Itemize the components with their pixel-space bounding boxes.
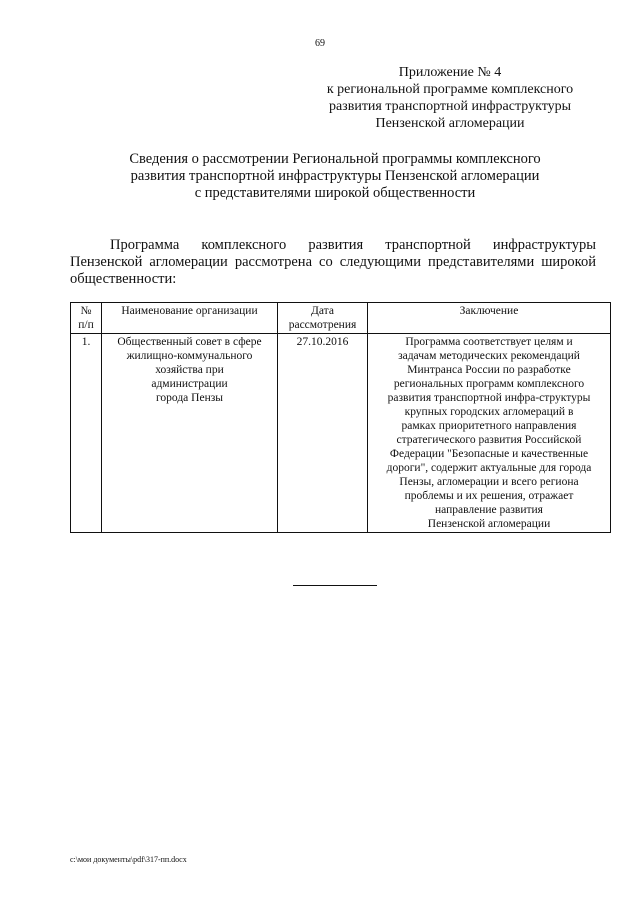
header-conclusion: Заключение: [368, 303, 611, 334]
table-row: [71, 334, 611, 533]
title-line: развития транспортной инфраструктуры Пензенской агломерации: [130, 168, 540, 184]
conclusion-line: дороги", содержит актуальные для города: [386, 462, 592, 474]
header-date-line: Дата: [311, 305, 334, 317]
appendix-line: к региональной программе комплексного: [326, 82, 574, 97]
org-line: жилищно-коммунального: [126, 350, 253, 362]
conclusion-line: Пензенской агломерации: [427, 518, 551, 530]
title-line: Сведения о рассмотрении Региональной программы комплексного: [129, 151, 541, 167]
conclusion-line: Федерации "Безопасные и качественные: [389, 448, 589, 460]
cell-conclusion: [368, 334, 611, 533]
table-header-row: [71, 303, 611, 334]
conclusion-line: задачам методических рекомендаций: [398, 350, 580, 362]
conclusion-line: стратегического развития Российской: [396, 434, 582, 446]
organizations-table: [70, 302, 611, 533]
conclusion-line: крупных городских агломераций в: [404, 406, 574, 418]
conclusion-line: развития транспортной инфра-структуры: [387, 392, 591, 404]
appendix-header: [290, 64, 610, 132]
header-organization: Наименование организации: [102, 303, 278, 334]
header-number-line: №: [80, 305, 92, 317]
conclusion-line: Пензы, агломерации и всего региона: [399, 476, 579, 488]
appendix-line: Приложение № 4: [398, 65, 502, 80]
header-number: [71, 303, 102, 334]
org-line: администрации: [151, 378, 228, 390]
intro-paragraph: Программа комплексного развития транспортной инфраструктуры Пензенской агломерации рассмотрена со следующими представителями широкой общественности:: [70, 237, 596, 287]
org-line: Общественный совет в сфере: [117, 336, 262, 348]
footer-file-path: c:\мои документы\pdf\317-пп.docx: [70, 855, 187, 864]
conclusion-line: Минтранса России по разработке: [407, 364, 571, 376]
appendix-line: развития транспортной инфраструктуры: [328, 99, 572, 114]
conclusion-line: Программа соответствует целям и: [405, 336, 573, 348]
document-title: [70, 151, 600, 202]
conclusion-line: региональных программ комплексного: [393, 378, 585, 390]
conclusion-line: направление развития: [435, 504, 543, 516]
title-line: с представителями широкой общественности: [194, 185, 476, 201]
appendix-line: Пензенской агломерации: [375, 116, 525, 131]
header-number-line: п/п: [78, 319, 94, 331]
cell-date: 27.10.2016: [278, 334, 368, 533]
conclusion-line: рамках приоритетного направления: [401, 420, 577, 432]
org-line: хозяйства при: [155, 364, 224, 376]
header-date: [278, 303, 368, 334]
org-line: города Пензы: [155, 392, 223, 404]
header-date-line: рассмотрения: [288, 319, 357, 331]
cell-organization: [102, 334, 278, 533]
end-divider: [293, 585, 377, 586]
cell-number: 1.: [71, 334, 102, 533]
page-number: 69: [315, 38, 325, 49]
conclusion-line: проблемы и их решения, отражает: [404, 490, 574, 502]
